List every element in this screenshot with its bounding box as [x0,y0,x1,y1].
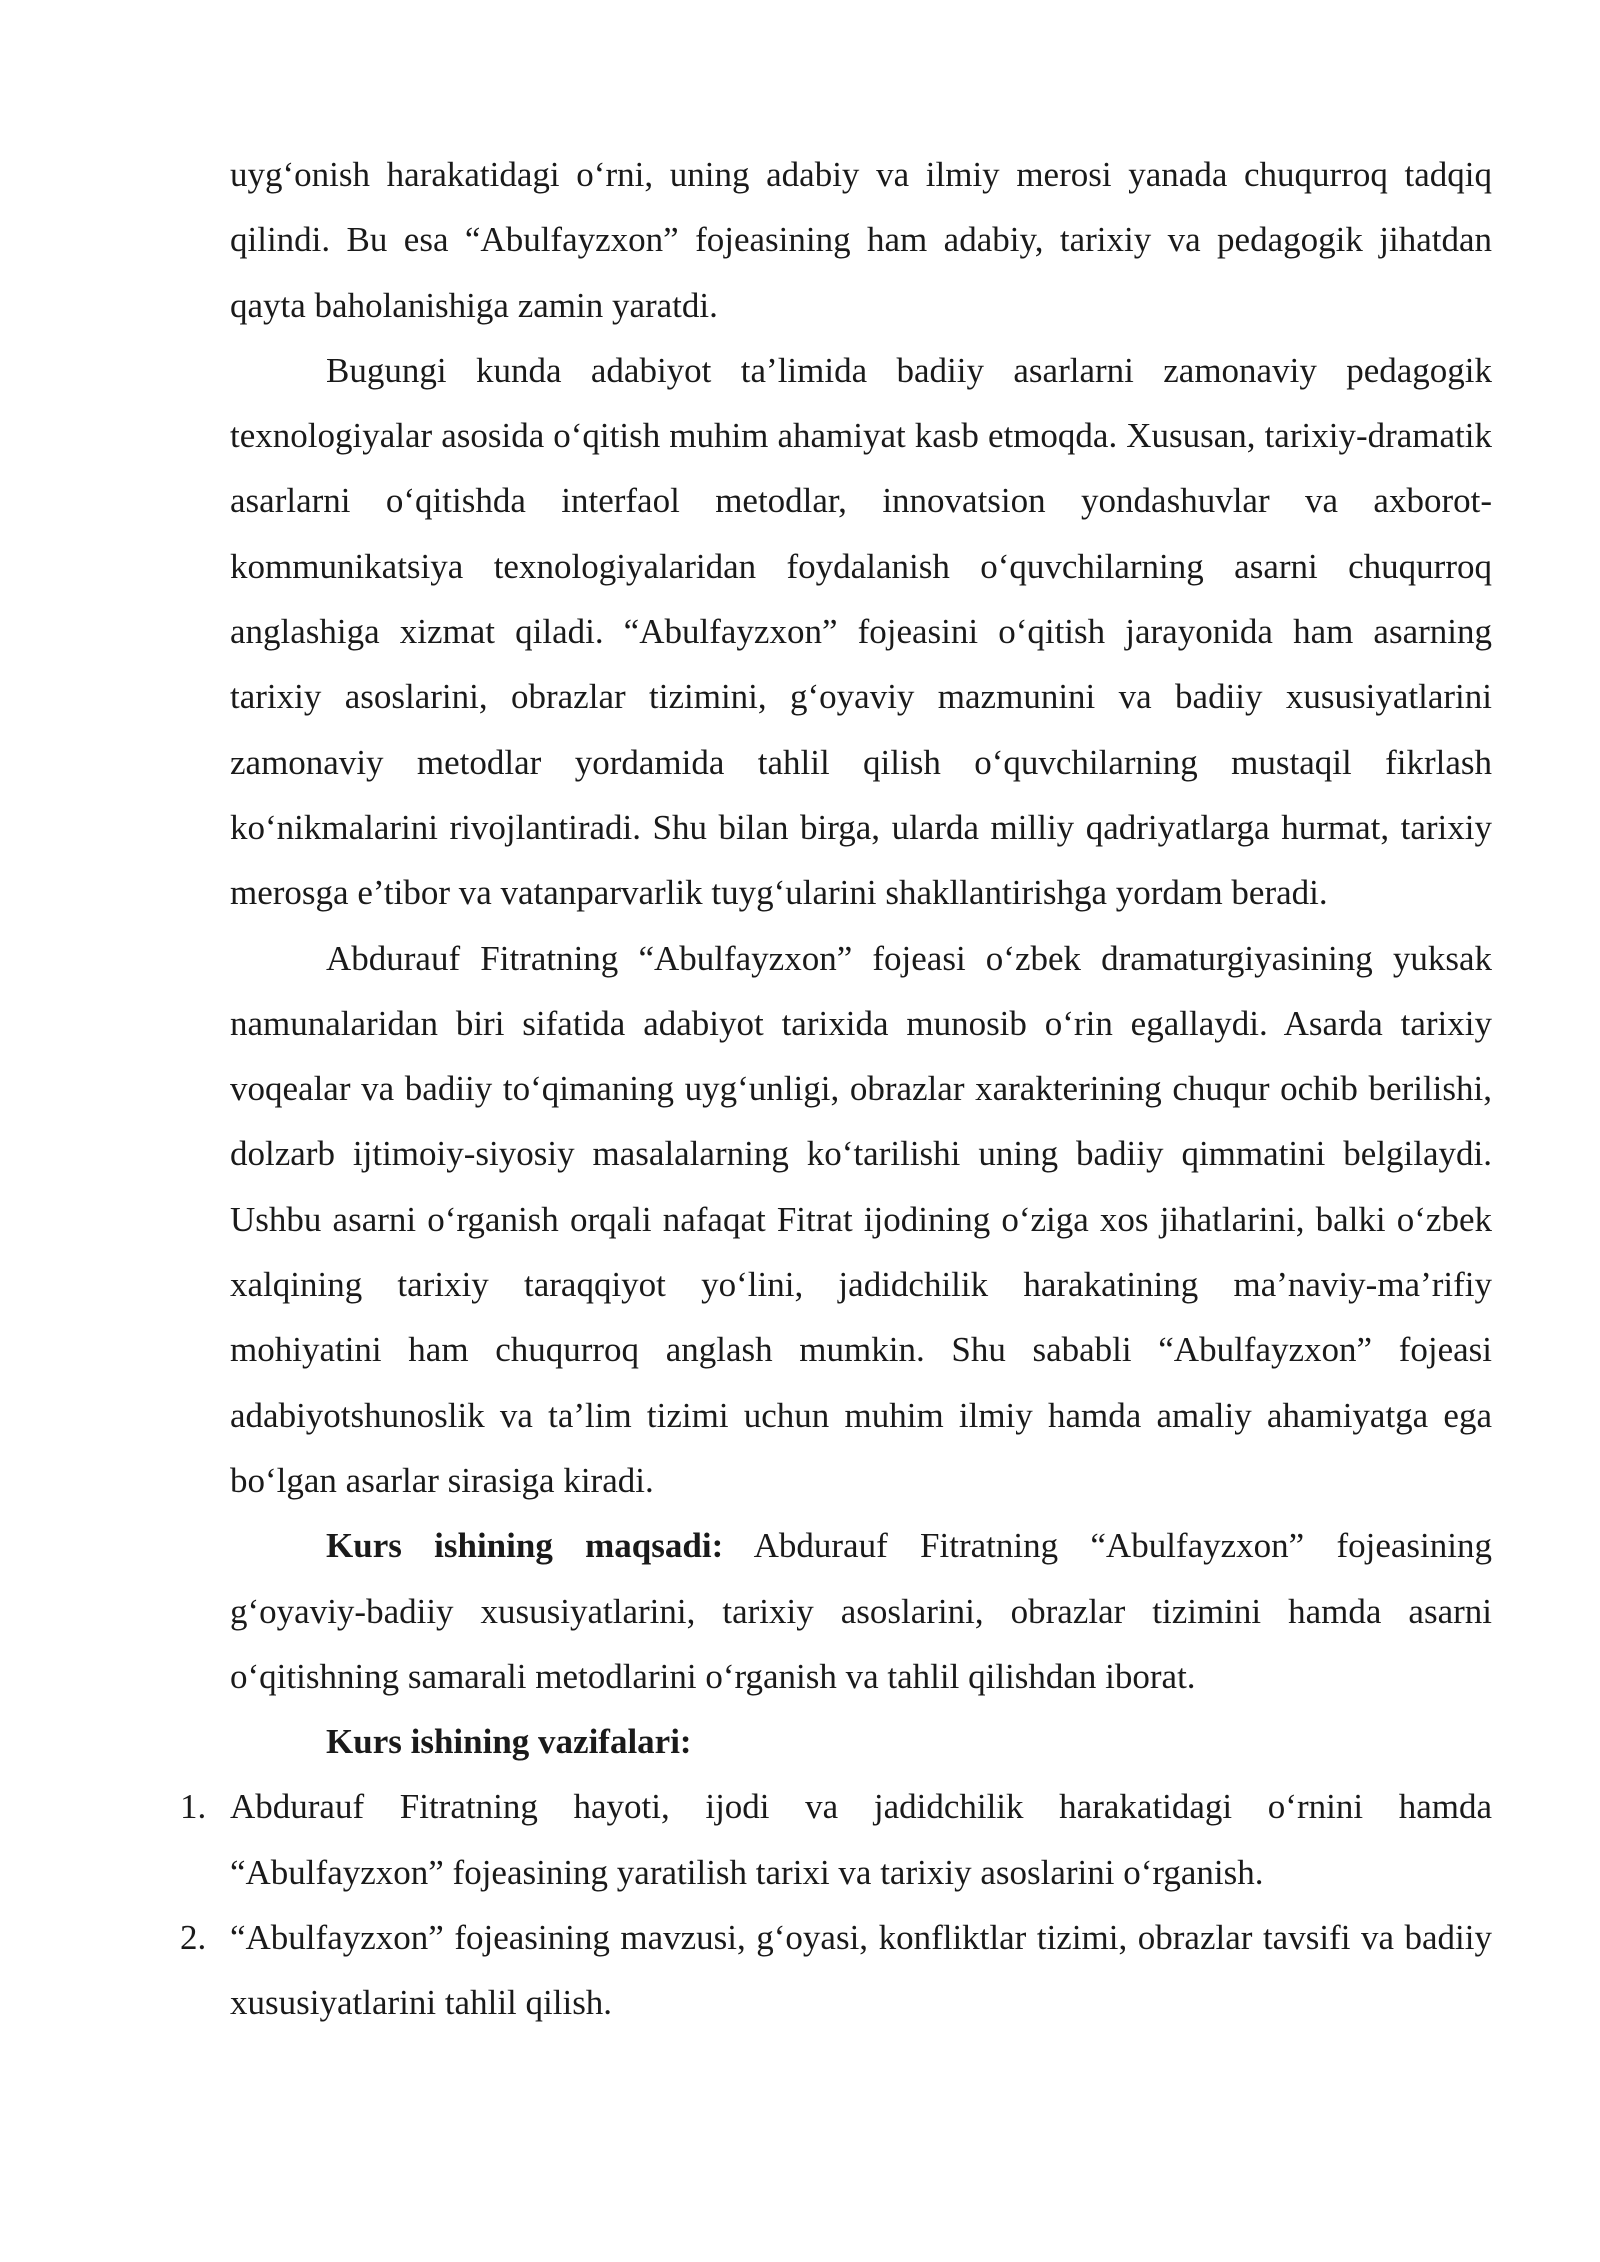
list-item [180,1774,1492,1905]
paragraph-pedagogical-technologies: Bugungi kunda adabiyot ta’limida badiiy asarlarni zamonaviy pedagogik texnologiyalar asosida o‘qitish muhim ahamiyat kasb etmoqda. Xususan, tarixiy-dramatik asarlarni o‘qitishda interfaol metodlar, innovatsion yondashuvlar va axborot-kommunikatsiya texnologiyalaridan foydalanish o‘quvchilarning asarni chuqurroq anglashiga xizmat qiladi. “Abulfayzxon” fojeasini o‘qitish jarayonida ham asarning tarixiy asoslarini, obrazlar tizimini, g‘oyaviy mazmunini va badiiy xususiyatlarini zamonaviy metodlar yordamida tahlil qilish o‘quvchilarning mustaqil fikrlash ko‘nikmalarini rivojlantiradi. Shu bilan birga, ularda milliy qadriyatlarga hurmat, tarixiy merosga e’tibor va vatanparvarlik tuyg‘ularini shakllantirishga yordam beradi. [230,350,1492,913]
course-tasks-list [180,1774,1492,2035]
paragraph-continuation: uyg‘onish harakatidagi o‘rni, uning adabiy va ilmiy merosi yanada chuqurroq tadqiq qilindi. Bu esa “Abulfayzxon” fojeasining ham adabiy, tarixiy va pedagogik jihatdan qayta baholanishiga zamin yaratdi. [230,155,1492,325]
list-item [180,1905,1492,2036]
course-goal-label: Kurs ishining maqsadi: [326,1526,724,1566]
paragraph-abulfayzxon-significance: Abdurauf Fitratning “Abulfayzxon” fojeasi o‘zbek dramaturgiyasining yuksak namunalaridan biri sifatida adabiyot tarixida munosib o‘rin egallaydi. Asarda tarixiy voqealar va badiiy to‘qimaning uyg‘unligi, obrazlar xarakterining chuqur ochib berilishi, dolzarb ijtimoiy-siyosiy masalalarning ko‘tarilishi uning badiiy qimmatini belgilaydi. Ushbu asarni o‘rganish orqali nafaqat Fitrat ijodining o‘ziga xos jihatlarini, balki o‘zbek xalqining tarixiy taraqqiyot yo‘lini, jadidchilik harakatining ma’naviy-ma’rifiy mohiyatini ham chuqurroq anglash mumkin. Shu sababli “Abulfayzxon” fojeasi adabiyotshunoslik va ta’lim tizimi uchun muhim ilmiy hamda amaliy ahamiyatga ega bo‘lgan asarlar sirasiga kiradi. [230,938,1492,1500]
course-goal-text: Abdurauf Fitratning “Abulfayzxon” fojeasining g‘oyaviy-badiiy xususiyatlarini, tarixiy asoslarini, obrazlar tizimini hamda asarni o‘qitishning samarali metodlarini o‘rganish va tahlil qilishdan iborat. [230,1526,1492,1696]
list-item-text: Abdurauf Fitratning hayoti, ijodi va jadidchilik harakatidagi o‘rnini hamda “Abulfayzxon” fojeasining yaratilish tarixi va tarixiy asoslarini o‘rganish. [230,1787,1492,1892]
paragraph-course-goal [230,1513,1492,1709]
course-tasks-heading: Kurs ishining vazifalari: [326,1722,692,1762]
list-item-number: 2. [180,1918,207,1958]
list-item-text: “Abulfayzxon” fojeasining mavzusi, g‘oyasi, konfliktlar tizimi, obrazlar tavsifi va badiiy xususiyatlarini tahlil qilish. [230,1918,1492,2023]
list-item-number: 1. [180,1787,207,1827]
document-page [180,142,1492,2036]
